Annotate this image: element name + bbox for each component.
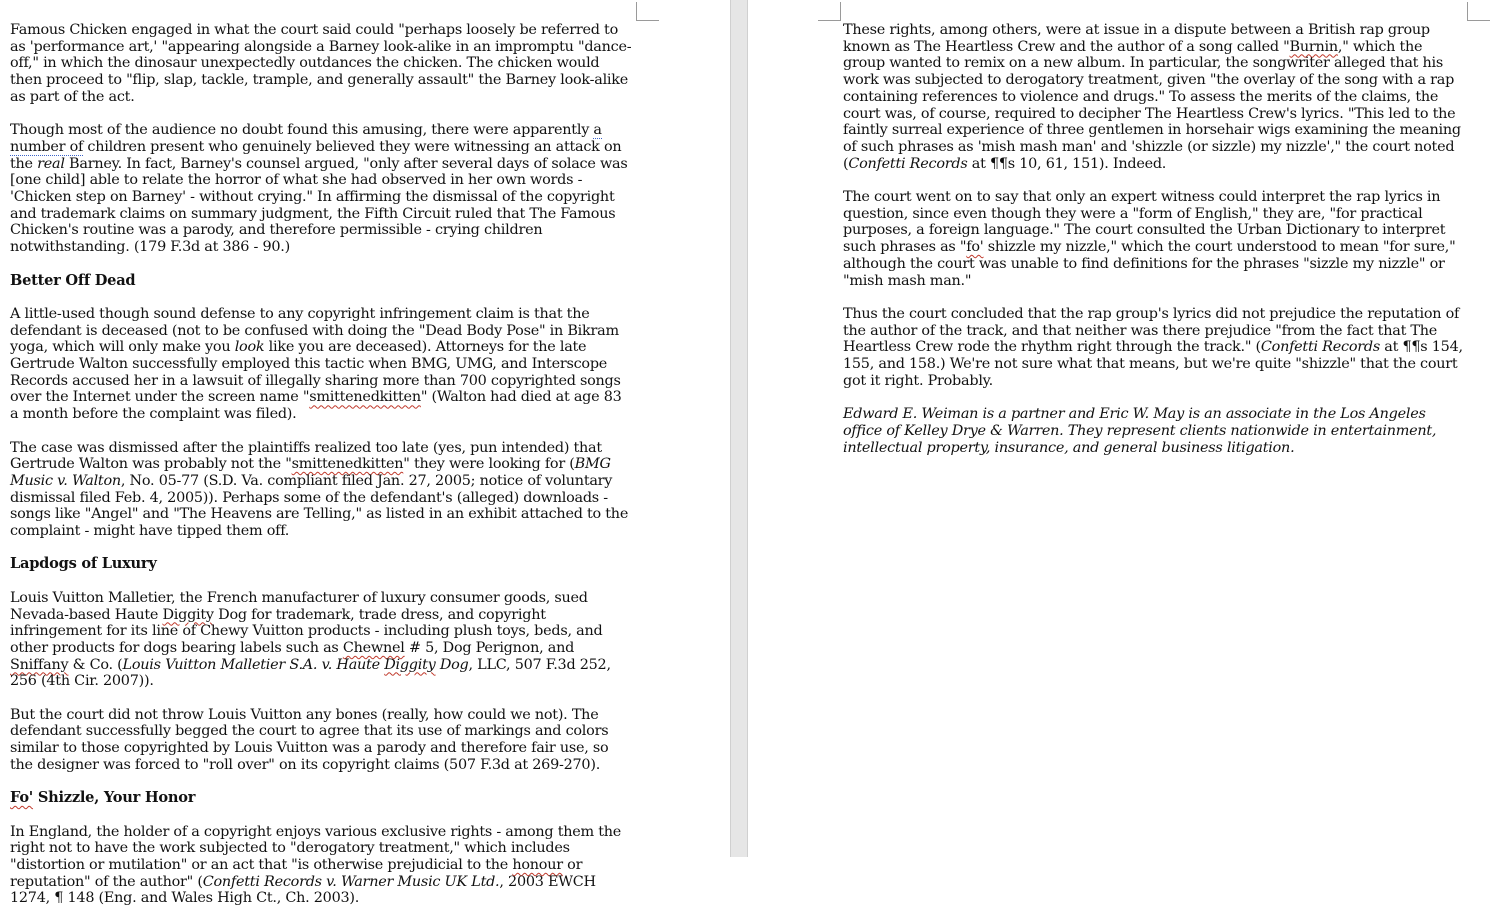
spelling-flagged-word[interactable]: smittenedkitten: [291, 456, 404, 473]
spelling-flagged-word[interactable]: Fo': [10, 789, 34, 807]
page-right-text-column: [843, 22, 1467, 473]
case-citation-italic: Dog: [435, 656, 469, 673]
paragraph-defense: [10, 306, 632, 423]
case-citation-italic: Louis Vuitton Malletier S.A. v. Haute: [122, 656, 385, 673]
heading-better-off-dead: Better Off Dead: [10, 271, 136, 289]
text-run: Though most of the audience no doubt found this amusing, there were apparently: [10, 122, 594, 139]
text-run: # 5, Dog Perignon, and: [404, 639, 575, 656]
text-run: A little-used though sound defense to any copyright infringement claim is that the defendant is deceased (not to be confused with doing the "Dead Body Pose" in Bikram yoga, which will only make you: [10, 305, 619, 356]
paragraph-audience: [10, 122, 632, 256]
text-run: & Co. (: [68, 656, 123, 673]
text-run: or reputation" of the author" (: [10, 857, 583, 890]
text-run: In England, the holder of a copyright enjoys various exclusive rights - among them the right not to have the work subjected to "derogatory treatment," which includes "distortion or mutilation" or an act that "is otherwise prejudicial to the: [10, 823, 622, 874]
author-bio: [843, 406, 1467, 456]
text-run: " they were looking for (: [403, 456, 575, 473]
case-citation-italic: BMG Music v. Walton: [10, 456, 611, 489]
spelling-flagged-word[interactable]: Chewnel: [342, 639, 405, 656]
italic-text: real: [37, 155, 65, 172]
text-run: The court went on to say that only an expert witness could interpret the rap lyrics in question, since even though they were a "form of English," they are, "for practical purposes, a foreign language." The court consulted the Urban Dictionary to interpret such phrases as ": [843, 189, 1446, 256]
case-citation-italic: Confetti Records v. Warner Music UK Ltd.: [202, 873, 500, 890]
text-run: Barney. In fact, Barney's counsel argued, "only after several days of solace was [one child] able to relate the horror of what she had observed in her own words - 'Chicken step on Barney' - without crying." In affirming the dismissal of the copyright and trademark claims on summary judgment, the Fifth Circuit ruled that The Famous Chicken's routine was a parody, and therefore permissible - crying children notwithstanding. (179 F.3d at 386 - 90.): [10, 155, 628, 256]
paragraph-conclusion: [843, 306, 1467, 390]
page-margin-corner-mark: [818, 2, 841, 21]
spelling-flagged-word[interactable]: fo': [966, 239, 984, 256]
paragraph-expert-witness: [843, 189, 1467, 289]
text-run: children present who genuinely believed they were witnessing an attack on the: [10, 138, 622, 172]
text-run: at ¶¶s 10, 61, 151). Indeed.: [967, 155, 1167, 172]
paragraph-famous-chicken: [10, 22, 632, 106]
text-run: " (Walton had died at age 83 a month before the complaint was filed).: [10, 389, 622, 423]
paragraph-case-dismissed: [10, 440, 632, 540]
text-run: shizzle my nizzle," which the court understood to mean "for sure," although the court was unable to find definitions for the phrases "sizzle my nizzle" or "mish mash man.": [843, 239, 1456, 289]
paragraph-heartless-crew: [843, 22, 1467, 172]
text-run: Louis Vuitton Malletier, the French manufacturer of luxury consumer goods, sued Nevada-based Haute: [10, 589, 588, 623]
author-bio-text: Edward E. Weiman is a partner and Eric W. May is an associate in the Los Angeles office of Kelley Drye & Warren. They represent clients nationwide in entertainment, intellectual property, insurance, and general business litigation.: [843, 406, 1437, 456]
text-run: at ¶¶s 154, 155, and 158.) We're not sure what that means, but we're quite "shizzle" that the court got it right. Probably.: [843, 339, 1463, 389]
text-run: Dog for trademark, trade dress, and copyright infringement for its line of Chewy Vuitton products - including plush toys, beds, and other products for dogs bearing labels such as: [10, 606, 603, 656]
text-run: But the court did not throw Louis Vuitton any bones (really, how could we not). The defendant successfully begged the court to agree that its use of markings and colors similar to those copyrighted by Louis Vuitton was a parody and therefore fair use, so the designer was forced to "roll over" on its copyright claims (507 F.3d at 269-270).: [10, 706, 609, 773]
page-margin-corner-mark: [636, 2, 659, 21]
case-citation-italic: Confetti Records: [1260, 339, 1380, 356]
heading-fo-shizzle: [10, 790, 632, 807]
italic-text: look: [234, 339, 265, 356]
spelling-flagged-word[interactable]: honour: [512, 857, 563, 874]
spelling-flagged-word[interactable]: Diggity: [162, 606, 214, 623]
page-margin-corner-mark: [1467, 2, 1490, 21]
text-run: , LLC, 507 F.3d 252, 256 (4th Cir. 2007)).: [10, 656, 611, 690]
text-run: ," which the group wanted to remix on a new album. In particular, the songwriter alleged that his work was subjected to derogatory treatment, given "the overlay of the song with a rap containing references to violence and drugs." To assess the merits of the claims, the court was, of course, required to decipher The Heartless Crew's lyrics. "This led to the faintly surreal experience of three gentlemen in horsehair wigs examining the meaning of such phrases as 'mish mash man' and 'shizzle (or sizzle) my nizzle'," the court noted (: [843, 38, 1461, 172]
text-run: , No. 05-77 (S.D. Va. compliant filed Jan. 27, 2005; notice of voluntary dismissal filed Feb. 4, 2005)). Perhaps some of the defendant's (alleged) downloads - songs like "Angel" and "The Heavens are Telling," as listed in an exhibit attached to the complaint - might have tipped them off.: [10, 472, 629, 540]
text-run: The case was dismissed after the plaintiffs realized too late (yes, pun intended) that Gertrude Walton was probably not the ": [10, 439, 602, 473]
text-run: like you are deceased). Attorneys for the late Gertrude Walton successfully employed this tactic when BMG, UMG, and Interscope Records accused her in a lawsuit of illegally sharing more than 700 copyrighted songs over the Internet under the screen name ": [10, 339, 621, 406]
spelling-flagged-word[interactable]: smittenedkitten: [309, 389, 421, 406]
document-page-right: [748, 0, 1486, 857]
page-gap: [730, 0, 748, 857]
text-run: Famous Chicken engaged in what the court said could "perhaps loosely be referred to as 'performance art,' "appearing alongside a Barney look-alike in an impromptu "dance-off," in which the dinosaur unexpectedly outdances the chicken. The chicken would then proceed to "flip, slap, tackle, trample, and generally assault" the Barney look-alike as part of the act.: [10, 22, 632, 105]
spelling-flagged-word[interactable]: Sniffany: [10, 656, 69, 673]
case-citation-italic: Confetti Records: [848, 155, 968, 172]
spelling-flagged-word[interactable]: Diggity: [384, 656, 436, 673]
heading-text: Shizzle, Your Honor: [33, 789, 196, 807]
paragraph-louis-vuitton: [10, 590, 632, 690]
grammar-flagged-phrase[interactable]: a number of: [10, 122, 602, 155]
spelling-flagged-word[interactable]: Burnin: [1289, 38, 1338, 55]
text-run: , 2003 EWCH 1274, ¶ 148 (Eng. and Wales High Ct., Ch. 2003).: [10, 873, 596, 907]
paragraph-no-bones: [10, 707, 632, 774]
document-page-left: [0, 0, 730, 907]
paragraph-england: [10, 824, 632, 908]
text-run: These rights, among others, were at issue in a dispute between a British rap group known as The Heartless Crew and the author of a song called ": [843, 22, 1430, 55]
page-left-text-column: [10, 22, 632, 924]
heading-lapdogs-of-luxury: Lapdogs of Luxury: [10, 555, 157, 573]
text-run: Thus the court concluded that the rap group's lyrics did not prejudice the reputation of the author of the track, and that neither was there prejudice "from the fact that The Heartless Crew rode the rhythm right through the track." (: [843, 305, 1460, 356]
